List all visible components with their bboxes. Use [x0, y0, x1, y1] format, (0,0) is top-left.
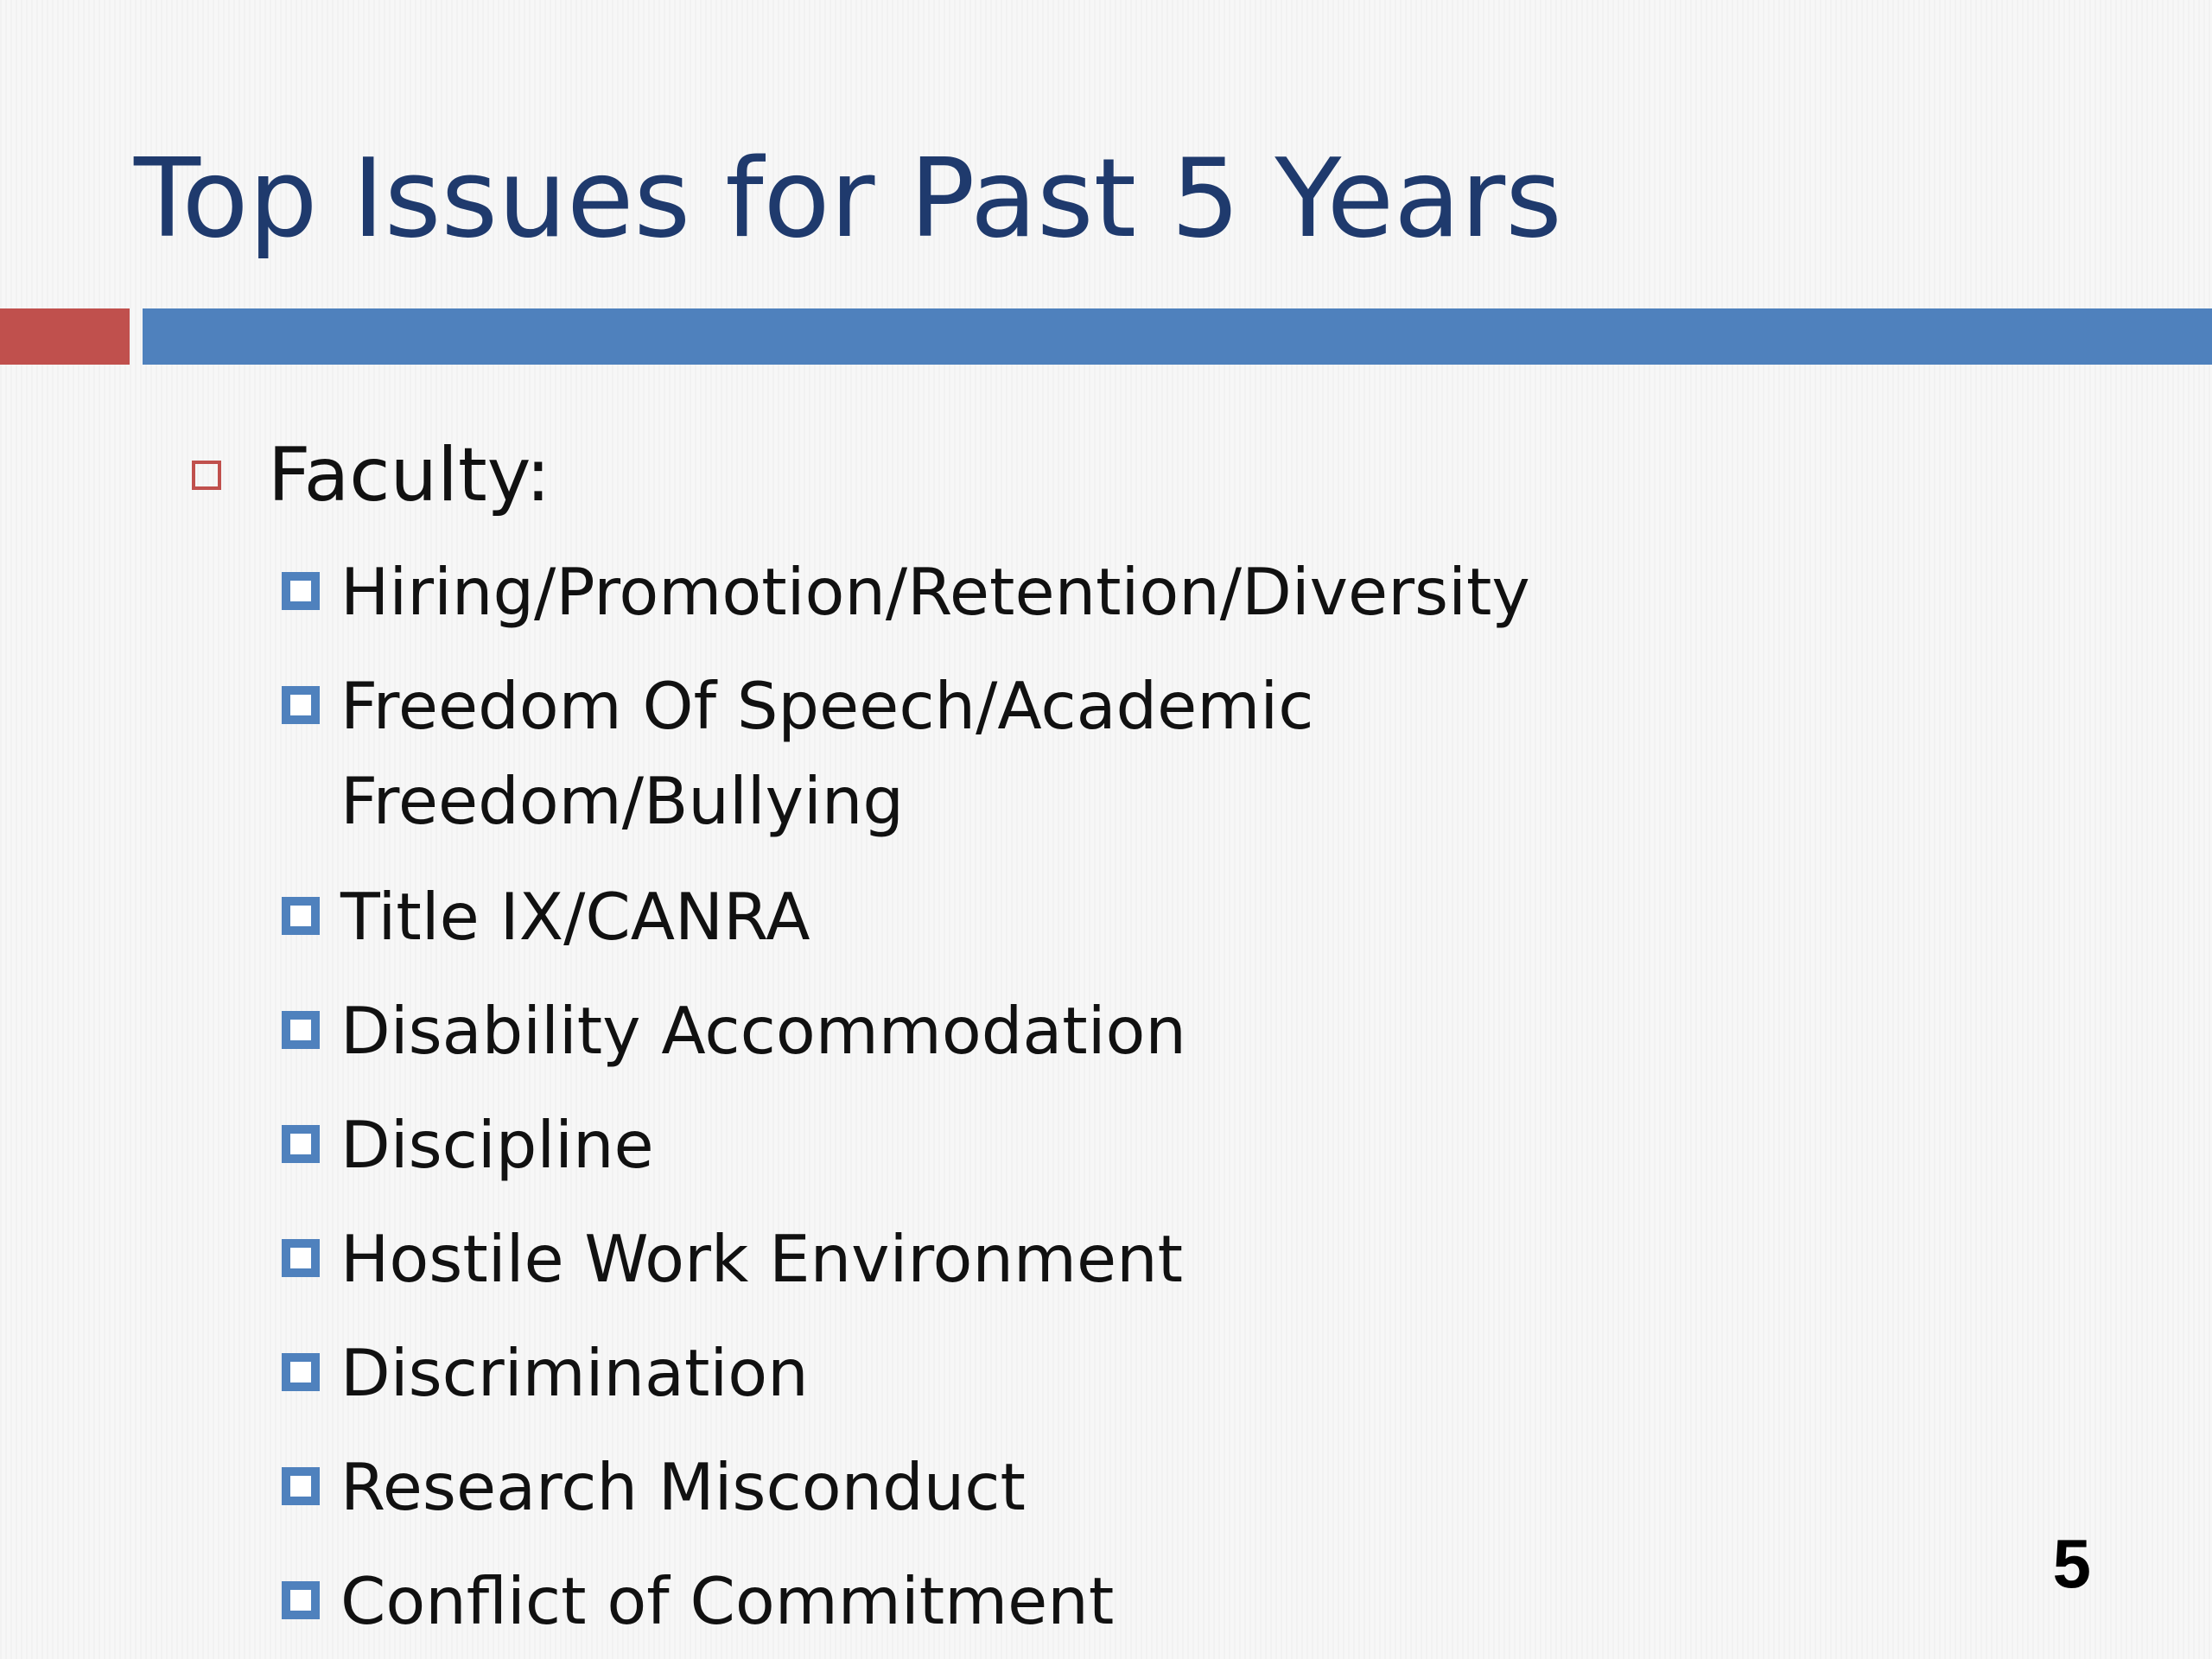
- slide-page-number: 5: [2052, 1525, 2091, 1602]
- boxed-square-bullet-icon: [282, 1125, 320, 1163]
- list-item: [282, 983, 1923, 1078]
- list-item-label: Conflict of Commitment: [340, 1563, 1115, 1639]
- list-item: [282, 658, 1923, 849]
- list-item: [282, 1211, 1923, 1306]
- list-item: [282, 869, 1923, 964]
- boxed-square-bullet-icon: [282, 686, 320, 724]
- boxed-square-bullet-icon: [282, 1239, 320, 1277]
- list-item-label: Discrimination: [340, 1335, 809, 1411]
- section-heading-label: Faculty:: [268, 432, 551, 518]
- boxed-square-bullet-icon: [282, 1353, 320, 1391]
- list-item: [282, 544, 1923, 639]
- boxed-square-bullet-icon: [282, 1467, 320, 1505]
- list-item-label: Research Misconduct: [340, 1449, 1026, 1525]
- slide-title: Top Issues for Past 5 Years: [134, 135, 1562, 262]
- list-item-label-line-2: Freedom/Bullying: [340, 763, 905, 839]
- title-accent-bar-red: [0, 308, 130, 365]
- title-accent-bar-blue: [143, 308, 2212, 365]
- list-item-label-line-1: Freedom Of Speech/Academic: [340, 668, 1314, 744]
- boxed-square-bullet-icon: [282, 897, 320, 935]
- hollow-square-bullet-icon: [192, 461, 221, 490]
- list-item-label: Discipline: [340, 1107, 654, 1183]
- section-heading-faculty: [192, 428, 550, 523]
- boxed-square-bullet-icon: [282, 572, 320, 610]
- boxed-square-bullet-icon: [282, 1581, 320, 1619]
- boxed-square-bullet-icon: [282, 1011, 320, 1049]
- list-item: [282, 1554, 1923, 1649]
- list-item-label: Hiring/Promotion/Retention/Diversity: [340, 554, 1530, 630]
- list-item-label: [340, 658, 1313, 849]
- list-item: [282, 1440, 1923, 1535]
- list-item-label: Title IX/CANRA: [340, 879, 810, 955]
- list-item: [282, 1097, 1923, 1192]
- list-item: [282, 1325, 1923, 1421]
- list-item-label: Hostile Work Environment: [340, 1221, 1184, 1297]
- list-item-label: Disability Accommodation: [340, 993, 1186, 1069]
